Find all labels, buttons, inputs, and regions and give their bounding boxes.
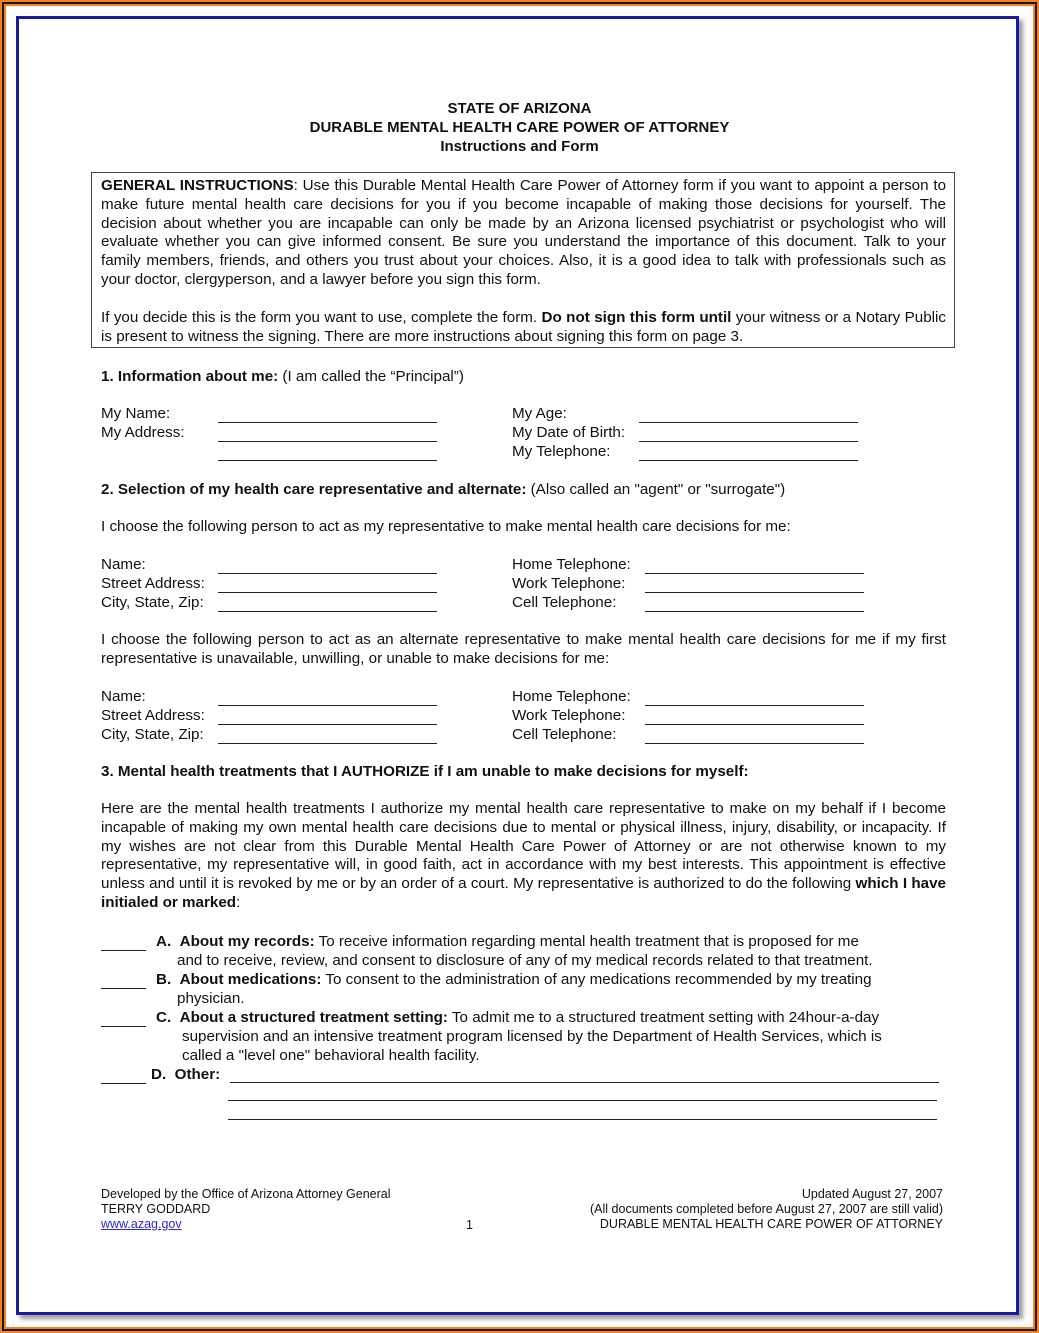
my-age-label: My Age: bbox=[512, 405, 567, 422]
rep-home-phone-label: Home Telephone: bbox=[512, 556, 631, 573]
rep-cell-phone-field[interactable] bbox=[645, 611, 864, 612]
my-telephone-label: My Telephone: bbox=[512, 443, 611, 460]
initial-field-c[interactable] bbox=[101, 1026, 146, 1027]
alt-name-label: Name: bbox=[101, 688, 146, 705]
rep-street-label: Street Address: bbox=[101, 575, 205, 592]
alt-name-field[interactable] bbox=[218, 705, 437, 706]
alt-city-field[interactable] bbox=[218, 743, 437, 744]
my-address-field-1[interactable] bbox=[218, 441, 437, 442]
footer-document-title: DURABLE MENTAL HEALTH CARE POWER OF ATTORNEY bbox=[599, 1217, 943, 1231]
footer-validity-note: (All documents completed before August 27, 2007 are still valid) bbox=[590, 1202, 943, 1216]
my-telephone-field[interactable] bbox=[639, 460, 858, 461]
alt-work-phone-field[interactable] bbox=[645, 724, 864, 725]
page-number: 1 bbox=[466, 1218, 473, 1232]
rep-work-phone-label: Work Telephone: bbox=[512, 575, 626, 592]
item-b: B. About medications: To consent to the administration of any medications recommended by my treating bbox=[156, 971, 872, 988]
title-subtitle: Instructions and Form bbox=[440, 138, 599, 155]
footer-updated-date: Updated August 27, 2007 bbox=[801, 1187, 943, 1201]
section1-heading: 1. Information about me: (I am called the “Principal”) bbox=[101, 368, 464, 385]
alternate-intro: I choose the following person to act as an alternate representative to make mental health care decisions for me if my first representative is unavailable, unwilling, or unable to make decisions for me: bbox=[101, 631, 946, 667]
alt-street-field[interactable] bbox=[218, 724, 437, 725]
rep-city-field[interactable] bbox=[218, 611, 437, 612]
general-instructions-label: GENERAL INSTRUCTIONS bbox=[101, 177, 294, 194]
rep-home-phone-field[interactable] bbox=[645, 573, 864, 574]
alt-home-phone-label: Home Telephone: bbox=[512, 688, 631, 705]
other-field-line-3[interactable] bbox=[228, 1119, 937, 1120]
initial-field-a[interactable] bbox=[101, 950, 146, 951]
initial-field-d[interactable] bbox=[101, 1083, 146, 1084]
my-address-field-2[interactable] bbox=[218, 460, 437, 461]
alt-cell-phone-label: Cell Telephone: bbox=[512, 726, 617, 743]
my-dob-field[interactable] bbox=[639, 441, 858, 442]
rep-name-label: Name: bbox=[101, 556, 146, 573]
item-a: A. About my records: To receive information regarding mental health treatment that is proposed for me bbox=[156, 933, 859, 950]
footer-attorney-general: TERRY GODDARD bbox=[101, 1202, 211, 1216]
item-b-continued: physician. bbox=[177, 990, 245, 1007]
item-c-continued-2: called a "level one" behavioral health facility. bbox=[182, 1047, 480, 1064]
item-d: D. Other: bbox=[151, 1066, 221, 1083]
signing-instructions-paragraph: If you decide this is the form you want to use, complete the form. Do not sign this form until your witness or a Notary Public is present to witness the signing. There are more instructions about signing this form on page 3. bbox=[101, 309, 946, 345]
my-dob-label: My Date of Birth: bbox=[512, 424, 626, 441]
item-c: C. About a structured treatment setting: To admit me to a structured treatment setting with 24hour-a-day bbox=[156, 1009, 880, 1026]
alt-work-phone-label: Work Telephone: bbox=[512, 707, 626, 724]
item-c-continued: supervision and an intensive treatment program licensed by the Department of Health Services, which is bbox=[182, 1028, 882, 1045]
alt-home-phone-field[interactable] bbox=[645, 705, 864, 706]
alt-cell-phone-field[interactable] bbox=[645, 743, 864, 744]
section2-heading: 2. Selection of my health care representative and alternate: (Also called an "agent" or "surrogate") bbox=[101, 481, 786, 498]
general-instructions-paragraph: GENERAL INSTRUCTIONS: Use this Durable Mental Health Care Power of Attorney form if you want to appoint a person to make future mental health care decisions for you if you become incapable of making those decisions for yourself. The decision about whether you are incapable can only be made by an Arizona licensed psychiatrist or psychologist who will evaluate whether you can give informed consent. Be sure you understand the importance of this document. Talk to your family members, friends, and others you trust about your choices. Also, it is a good idea to talk with professionals such as your doctor, clergyperson, and a lawyer before you sign this form. bbox=[101, 177, 947, 288]
section3-heading: 3. Mental health treatments that I AUTHORIZE if I am unable to make decisions for myself: bbox=[101, 763, 749, 780]
rep-work-phone-field[interactable] bbox=[645, 592, 864, 593]
footer-website-link[interactable]: www.azag.gov bbox=[101, 1217, 182, 1231]
title-document: DURABLE MENTAL HEALTH CARE POWER OF ATTORNEY bbox=[309, 119, 730, 136]
other-field-line-1[interactable] bbox=[230, 1082, 939, 1083]
rep-street-field[interactable] bbox=[218, 592, 437, 593]
my-name-field[interactable] bbox=[218, 422, 437, 423]
representative-intro: I choose the following person to act as my representative to make mental health care decisions for me: bbox=[101, 518, 791, 535]
section3-intro: Here are the mental health treatments I authorize my mental health care representative to make on my behalf if I become incapable of making my own mental health care decisions due to mental or physical illness, injury, disability, or incapacity. If my wishes are not clear from this Durable Mental Health Care Power of Attorney or are not otherwise known to my representative, my representative will, in good faith, act in accordance with my best interests. This appointment is effective unless and until it is revoked by me or by an order of a court. My representative is authorized to do the following which I have initialed or marked: bbox=[101, 800, 946, 911]
my-address-label: My Address: bbox=[101, 424, 185, 441]
rep-name-field[interactable] bbox=[218, 573, 437, 574]
footer-developer: Developed by the Office of Arizona Attorney General bbox=[101, 1187, 391, 1201]
title-state: STATE OF ARIZONA bbox=[447, 100, 592, 117]
my-age-field[interactable] bbox=[639, 422, 858, 423]
rep-city-label: City, State, Zip: bbox=[101, 594, 204, 611]
rep-cell-phone-label: Cell Telephone: bbox=[512, 594, 617, 611]
alt-city-label: City, State, Zip: bbox=[101, 726, 204, 743]
other-field-line-2[interactable] bbox=[228, 1100, 937, 1101]
alt-street-label: Street Address: bbox=[101, 707, 205, 724]
item-a-continued: and to receive, review, and consent to disclosure of any of my medical records related to that treatment. bbox=[177, 952, 873, 969]
initial-field-b[interactable] bbox=[101, 988, 146, 989]
my-name-label: My Name: bbox=[101, 405, 171, 422]
